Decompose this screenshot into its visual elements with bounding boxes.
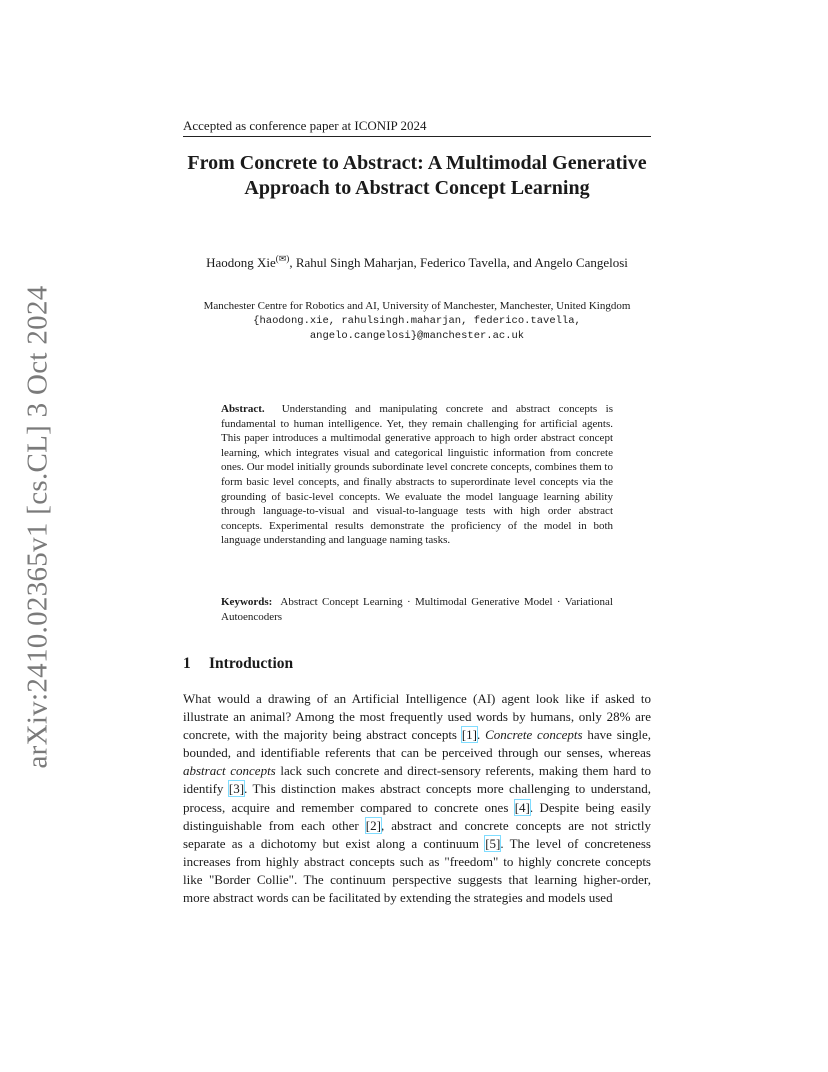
citation-link[interactable]: [5] (485, 835, 501, 851)
intro-text-7: , abstract and concrete concepts are not strictly separate as a dichotomy but exist along a continuum (183, 817, 651, 851)
author-emails: {haodong.xie, rahulsingh.maharjan, federico.tavella, angelo.cangelosi}@manchester.ac.uk (253, 315, 581, 342)
intro-text-6: . Despite being easily distinguishable from each other (183, 799, 651, 833)
abstract (221, 402, 613, 548)
arxiv-identifier-text: arXiv:2410.02365v1 [cs.CL] 3 Oct 2024 (21, 285, 54, 769)
intro-text-8: . The level of concreteness increases from highly abstract concepts such as "freedom" to highly concrete concepts like "Border Collie". The continuum perspective suggests that learning higher-order, more abstract words can be facilitated by extending the strategies and models used (183, 835, 651, 906)
abstract-label: Abstract. (221, 403, 265, 415)
intro-text-2: . (476, 727, 486, 743)
intro-text-1: What would a drawing of an Artificial Intelligence (AI) agent look like if asked to illustrate an animal? Among the most frequently used words by humans, only 28% are concrete, with the majority being abstract concepts (183, 691, 651, 743)
paper-title: From Concrete to Abstract: A Multimodal Generative Approach to Abstract Concept Learning (187, 152, 647, 199)
corresponding-author: Haodong Xie (206, 255, 276, 270)
abstract-text: Understanding and manipulating concrete and abstract concepts is fundamental to human intelligence. Yet, they remain challenging for artificial agents. This paper introduces a multimodal generative approach to high order abstract concept learning, which integrates visual and categorical linguistic information from concrete ones. Our model initially grounds subordinate level concrete concepts, combines them to form basic level concepts, and finally abstracts to superordinate level concepts via the grounding of basic-level concepts. We evaluate the model language learning ability through language-to-visual and visual-to-language tests with high order abstract concepts. Experimental results demonstrate the proficiency of the model in both language understanding and language naming tasks. (221, 403, 613, 547)
citation-link[interactable]: [4] (514, 799, 530, 815)
citation-link[interactable]: [1] (461, 727, 477, 743)
section-title: Introduction (209, 655, 294, 672)
intro-text-3: have single, bounded, and identifiable referents that can be perceived through our senses, whereas (183, 727, 652, 761)
intro-emphasis-concrete: Concrete concepts (485, 727, 583, 743)
citation-link[interactable]: [2] (365, 817, 381, 833)
intro-text-4: lack such concrete and direct-sensory referents, making them hard to identify (183, 763, 652, 797)
affiliation: Manchester Centre for Robotics and AI, University of Manchester, Manchester, United Kingdom (203, 300, 631, 312)
section-heading (183, 654, 651, 674)
intro-emphasis-abstract: abstract concepts (183, 763, 276, 779)
intro-text-5: . This distinction makes abstract concepts more challenging to understand, process, acquire and remember compared to concrete ones (183, 781, 651, 815)
co-authors: , Rahul Singh Maharjan, Federico Tavella, and Angelo Cangelosi (289, 255, 628, 270)
keywords-label: Keywords: (221, 596, 273, 608)
keywords (221, 595, 613, 624)
corresponding-author-mail-icon: (✉) (275, 253, 290, 264)
running-head: Accepted as conference paper at ICONIP 2024 (183, 118, 651, 137)
author-list (183, 254, 651, 271)
introduction-paragraph (183, 690, 651, 907)
section-number: 1 (183, 655, 191, 672)
affiliation-block (183, 299, 651, 344)
keywords-text: Abstract Concept Learning · Multimodal Generative Model · Variational Autoencoders (221, 596, 613, 623)
citation-link[interactable]: [3] (228, 781, 245, 797)
